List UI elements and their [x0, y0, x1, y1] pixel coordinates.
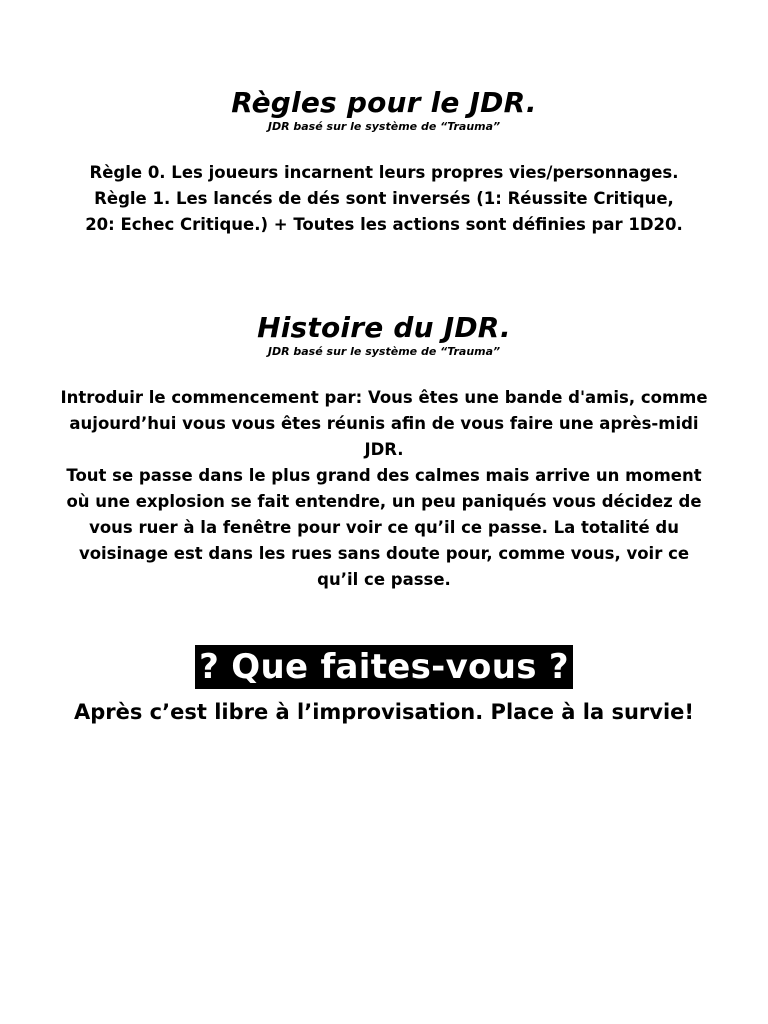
story-section: [80, 311, 688, 359]
rules-section: [80, 86, 688, 134]
rule-0: Règle 0. Les joueurs incarnent leurs propres vies/personnages.: [89, 163, 679, 182]
rule-1: Règle 1. Les lancés de dés sont inversés (1: Réussite Critique, 20: Echec Critique.) + Toutes les actions sont définies par 1D20.: [85, 189, 683, 234]
story-title: Histoire du JDR.: [257, 311, 511, 344]
closing-text: Après c’est libre à l’improvisation. Place à la survie!: [73, 700, 694, 724]
rules-title: Règles pour le JDR.: [231, 86, 537, 119]
story-body: [60, 385, 708, 593]
rules-body: [80, 160, 688, 238]
story-intro: Introduir le commencement par: Vous êtes une bande d'amis, comme aujourd’hui vous vous êtes réunis afin de vous faire une après-midi JDR.: [60, 388, 708, 459]
prompt-callout: ? Que faites-vous ?: [195, 645, 573, 689]
story-subtitle: JDR basé sur le système de “Trauma”: [267, 345, 501, 358]
closing-section: [60, 697, 708, 727]
prompt-callout-wrap: [0, 645, 768, 689]
rules-subtitle: JDR basé sur le système de “Trauma”: [267, 120, 501, 133]
story-event: Tout se passe dans le plus grand des calmes mais arrive un moment où une explosion se fait entendre, un peu paniqués vous décidez de vous ruer à la fenêtre pour voir ce qu’il ce passe. La totalité du voisinage est dans les rues sans doute pour, comme vous, voir ce qu’il ce passe.: [66, 466, 702, 589]
